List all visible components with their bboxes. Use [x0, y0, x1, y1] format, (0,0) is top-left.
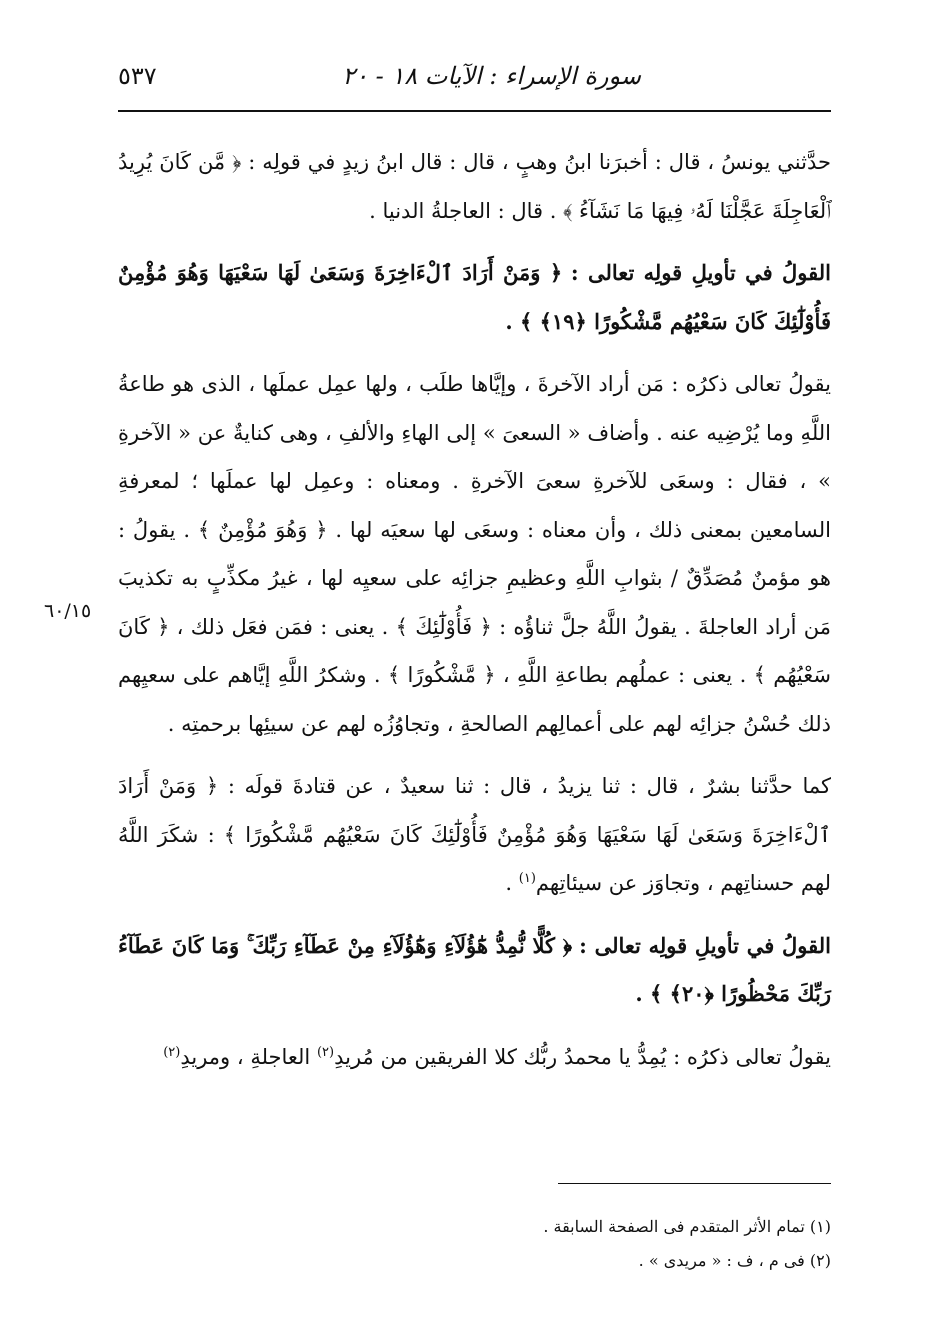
header-rule: [118, 110, 831, 112]
footnote-mark: (١): [518, 871, 536, 886]
quran-verse: ﴿ وَمَنْ أَرَادَ ٱلْءَاخِرَةَ وَسَعَىٰ لَهَا سَعْيَهَا وَهُوَ مُؤْمِنٌ فَأُوْلَٰٓئِكَ كَانَ سَعْيُهُم مَّشْكُورًا ﴿١٩﴾ ﴾ .: [118, 260, 831, 334]
footnote-mark: (٢): [163, 1044, 181, 1060]
running-title: سورة الإسراء : الآيات ١٨ - ٢٠: [342, 62, 641, 90]
paragraph-6: [118, 1033, 831, 1082]
section-heading: القولُ في تأويلِ قولِه تعالى :: [570, 260, 831, 285]
quran-verse: ﴿ كُلًّا نُّمِدُّ هَٰٓؤُلَآءِ وَهَٰٓؤُلَآءِ مِنْ عَطَآءِ رَبِّكَ ۚ وَمَا كَانَ عَطَآءُ رَبِّكَ مَحْظُورًا ﴿٢٠﴾ ﴾ .: [118, 932, 831, 1006]
paragraph-1: حدَّثني يونسُ ، قال : أخبرَنا ابنُ وهبٍ ، قال : قال ابنُ زيدٍ في قولِه : ﴿ مَّن كَانَ يُرِيدُ ٱلْعَاجِلَةَ عَجَّلْنَا لَهُۥ فِيهَا مَا نَشَآءُ ﴾ . قال : العاجلةُ الدنيا .: [118, 150, 831, 223]
page-number: ٥٣٧: [118, 62, 157, 90]
footnote-2: (٢) فى م ، ف : « مريدى » .: [638, 1251, 831, 1270]
margin-reference: ٦٠/١٥: [44, 600, 92, 622]
footnote-rule: [558, 1183, 831, 1184]
paragraph-5: [118, 922, 831, 1019]
footnotes: [118, 1210, 831, 1278]
main-text: [118, 138, 831, 1095]
paragraph-4-text: كما حدَّثنا بشرٌ ، قال : ثنا يزيدُ ، قال : ثنا سعيدٌ ، عن قتادةَ قولَه : ﴿ وَمَنْ أَرَادَ ٱلْءَاخِرَةَ وَسَعَىٰ لَهَا سَعْيَهَا وَهُوَ مُؤْمِنٌ فَأُوْلَٰٓئِكَ كَانَ سَعْيُهُم مَّشْكُورًا ﴾ : شكَرَ اللَّهُ لهم حسناتِهم ، وتجاوَز عن سيئاتِهم: [118, 774, 831, 895]
footnote-1: (١) تمام الأثر المتقدم فى الصفحة السابقة .: [543, 1217, 831, 1236]
paragraph-4: [118, 762, 831, 908]
paragraph-3: يقولُ تعالى ذكرُه : مَن أراد الآخرةَ ، وإيَّاها طلَب ، ولها عمِل عملَها ، الذى هو طاعةُ اللَّهِ وما يُرْضِيه عنه . وأضاف « السعىَ » إلى الهاءِ والألفِ ، وهى كنايةٌ عن « الآخرةِ » ، فقال : وسعَى للآخرةِ سعىَ الآخرةِ . ومعناه : وعمِل لها عملَها ؛ لمعرفةِ السامعين بمعنى ذلك ، وأن معناه : وسعَى لها سعيَه لها . ﴿ وَهُوَ مُؤْمِنٌ ﴾ . يقولُ : هو مؤمنٌ مُصَدِّقٌ / بثوابِ اللَّهِ وعظيمِ جزائِه على سعيِه لها ، غيرُ مكذِّبٍ به تكذيبَ مَن أراد العاجلةَ . يقولُ اللَّهُ جلَّ ثناؤُه : ﴿ فَأُوْلَٰٓئِكَ ﴾ . يعنى : فمَن فعَل ذلك ، ﴿ كَانَ سَعْيُهُم ﴾ . يعنى : عملُهم بطاعةِ اللَّهِ ، ﴿ مَّشْكُورًا ﴾ . وشكرُ اللَّهِ إيَّاهم على سعيِهم ذلك حُسْنُ جزائِه لهم على أعمالِهم الصالحةِ ، وتجاوُزُه لهم عن سيئِها برحمتِه .: [118, 372, 831, 736]
paragraph-4-end: .: [505, 871, 519, 895]
section-heading: القولُ في تأويلِ قولِه تعالى :: [579, 932, 831, 958]
paragraph-6-text-a: يقولُ تعالى ذكرُه : يُمِدُّ يا محمدُ ربُّك كلا الفريقين من مُريدِ: [334, 1044, 831, 1069]
paragraph-2: [118, 249, 831, 346]
paragraph-6-text-b: العاجلةِ ، ومريدِ: [180, 1044, 317, 1069]
footnote-mark: (٢): [316, 1044, 335, 1060]
page-header: [118, 62, 831, 102]
